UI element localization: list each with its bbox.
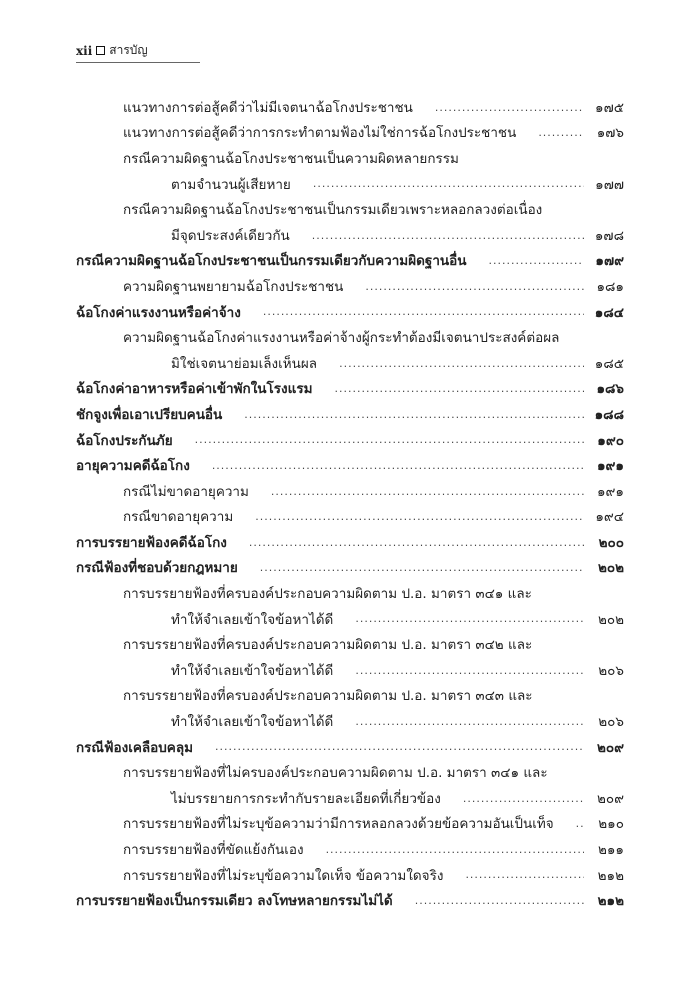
toc-entry-title: มิใช่เจตนาย่อมเล็งเห็นผล	[171, 355, 318, 372]
toc-entry[interactable]	[76, 631, 624, 657]
dot-leader	[355, 612, 584, 631]
toc-entry[interactable]	[76, 759, 624, 785]
header-title: สารบัญ	[109, 43, 148, 57]
dot-leader	[355, 664, 584, 683]
toc-entry[interactable]	[76, 222, 624, 248]
dot-leader	[463, 792, 584, 811]
toc-entry-title: ความผิดฐานฉ้อโกงค่าแรงงานหรือค่าจ้างผู้กระทำต้องมีเจตนาประสงค์ต่อผล	[123, 330, 560, 347]
toc-page-number: ๑๗๘	[594, 227, 624, 244]
toc-entry[interactable]	[76, 196, 624, 222]
toc-page-number: ๒๐๐	[598, 534, 624, 551]
toc-heading[interactable]	[76, 529, 624, 555]
toc-entry-title: ฉ้อโกงค่าแรงงานหรือค่าจ้าง	[76, 304, 241, 321]
toc-entry-title: ทำให้จำเลยเข้าใจข้อหาได้ดี	[171, 611, 334, 628]
toc-heading[interactable]	[76, 452, 624, 478]
toc-entry[interactable]	[76, 811, 624, 837]
toc-entry[interactable]	[76, 580, 624, 606]
toc-page-number: ๒๑๒	[597, 867, 624, 884]
toc-page-number: ๑๘๔	[594, 304, 624, 321]
toc-heading[interactable]	[76, 734, 624, 760]
toc-page-number: ๑๙๑	[596, 483, 624, 500]
toc-page-number: ๒๐๖	[598, 662, 624, 679]
page-number: xii	[76, 43, 93, 58]
dot-leader	[212, 459, 584, 478]
dot-leader	[249, 536, 584, 555]
toc-entry[interactable]	[76, 862, 624, 888]
dot-leader	[263, 305, 584, 324]
toc-entry-title: การบรรยายฟ้องที่ไม่ระบุข้อความว่ามีการหลอกลวงด้วยข้อความอันเป็นเท็จ	[123, 816, 554, 833]
toc-page-number: ๑๗๕	[595, 99, 624, 116]
dot-leader	[355, 715, 584, 734]
toc-page-number: ๒๑๒	[597, 893, 624, 910]
toc-entry[interactable]	[76, 785, 624, 811]
dot-leader	[465, 868, 584, 887]
header-rule	[76, 62, 200, 63]
toc-entry[interactable]	[76, 350, 624, 376]
toc-page-number: ๑๙๔	[595, 509, 624, 526]
toc-entry-title: การบรรยายฟ้องที่ไม่ครบองค์ประกอบความผิดตาม ป.อ. มาตรา ๓๔๑ และ	[123, 765, 548, 782]
toc-entry[interactable]	[76, 836, 624, 862]
toc-entry[interactable]	[76, 683, 624, 709]
dot-leader	[435, 101, 584, 120]
toc-page-number: ๑๗๖	[596, 125, 624, 142]
toc-entry[interactable]	[76, 94, 624, 120]
dot-leader	[538, 126, 584, 145]
toc-entry-title: แนวทางการต่อสู้คดีว่าการกระทำตามฟ้องไม่ใช่การฉ้อโกงประชาชน	[123, 125, 517, 142]
toc-entry-title: ฉ้อโกงค่าอาหารหรือค่าเข้าพักในโรงแรม	[76, 381, 313, 398]
toc-entry[interactable]	[76, 504, 624, 530]
toc-entry[interactable]	[76, 145, 624, 171]
dot-leader	[255, 510, 584, 529]
toc-page-number: ๑๘๖	[596, 381, 624, 398]
dot-leader	[313, 177, 584, 196]
toc-heading[interactable]	[76, 248, 624, 274]
toc-heading[interactable]	[76, 427, 624, 453]
toc-entry-title: ตามจำนวนผู้เสียหาย	[171, 176, 291, 193]
toc-heading[interactable]	[76, 555, 624, 581]
toc-page-number: ๒๐๒	[597, 611, 624, 628]
dot-leader	[365, 280, 584, 299]
dot-leader	[334, 382, 584, 401]
toc-page-number: ๒๑๐	[598, 816, 624, 833]
toc-entry-title: ทำให้จำเลยเข้าใจข้อหาได้ดี	[171, 662, 334, 679]
toc-entry-title: กรณีฟ้องที่ชอบด้วยกฎหมาย	[76, 560, 238, 577]
toc-entry-title: ความผิดฐานพยายามฉ้อโกงประชาชน	[123, 278, 344, 295]
dot-leader	[195, 433, 584, 452]
toc-entry-title: มีจุดประสงค์เดียวกัน	[171, 227, 290, 244]
toc-entry-title: กรณีความผิดฐานฉ้อโกงประชาชนเป็นความผิดหลายกรรม	[123, 150, 459, 167]
toc-heading[interactable]	[76, 887, 624, 913]
toc-entry-title: ทำให้จำเลยเข้าใจข้อหาได้ดี	[171, 714, 334, 731]
toc-entry[interactable]	[76, 708, 624, 734]
toc-entry-title: การบรรยายฟ้องที่ครบองค์ประกอบความผิดตาม ป.อ. มาตรา ๓๔๓ และ	[123, 688, 533, 705]
toc-entry[interactable]	[76, 657, 624, 683]
toc-heading[interactable]	[76, 376, 624, 402]
toc-entry-title: การบรรยายฟ้องที่ครบองค์ประกอบความผิดตาม ป.อ. มาตรา ๓๔๒ และ	[123, 637, 533, 654]
toc-entry-title: การบรรยายฟ้องที่ขัดแย้งกันเอง	[123, 842, 304, 859]
toc-entry-title: อายุความคดีฉ้อโกง	[76, 458, 190, 475]
toc-entry-title: กรณีไม่ขาดอายุความ	[123, 483, 249, 500]
dot-leader	[339, 357, 584, 376]
toc-entry-title: กรณีความผิดฐานฉ้อโกงประชาชนเป็นกรรมเดียวเพราะหลอกลวงต่อเนื่อง	[123, 202, 543, 219]
dot-leader	[576, 817, 584, 836]
toc-entry-title: การบรรยายฟ้องเป็นกรรมเดียว ลงโทษหลายกรรมไม่ได้	[76, 893, 393, 910]
toc-entry[interactable]	[76, 171, 624, 197]
toc-entry-title: ฉ้อโกงประกันภัย	[76, 432, 173, 449]
dot-leader	[271, 485, 584, 504]
toc-page-number: ๒๑๑	[597, 842, 624, 859]
toc-heading[interactable]	[76, 401, 624, 427]
toc-entry[interactable]	[76, 273, 624, 299]
square-bullet-icon	[96, 46, 105, 55]
toc-heading[interactable]	[76, 299, 624, 325]
toc-page-number: ๒๐๒	[597, 560, 624, 577]
toc-entry-title: กรณีฟ้องเคลือบคลุม	[76, 739, 194, 756]
toc-entry-title: แนวทางการต่อสู้คดีว่าไม่มีเจตนาฉ้อโกงประชาชน	[123, 99, 413, 116]
dot-leader	[312, 229, 584, 248]
toc-page-number: ๑๗๗	[595, 176, 624, 193]
dot-leader	[488, 254, 584, 273]
toc-page-number: ๒๐๖	[598, 714, 624, 731]
toc-page-number: ๒๐๙	[596, 739, 624, 756]
toc-entry[interactable]	[76, 606, 624, 632]
toc-entry-title: ไม่บรรยายการกระทำกับรายละเอียดที่เกี่ยวข้อง	[171, 790, 441, 807]
toc-page-number: ๑๙๑	[596, 458, 624, 475]
running-header	[76, 41, 148, 60]
toc-entry[interactable]	[76, 120, 624, 146]
dot-leader	[244, 408, 584, 427]
table-of-contents	[76, 94, 624, 913]
dot-leader	[326, 843, 584, 862]
toc-entry-title: ชักจูงเพื่อเอาเปรียบคนอื่น	[76, 406, 223, 423]
toc-page-number: ๑๘๘	[594, 406, 624, 423]
toc-entry-title: กรณีขาดอายุความ	[123, 509, 234, 526]
dot-leader	[260, 561, 584, 580]
toc-page-number: ๑๗๙	[595, 253, 624, 270]
toc-entry-title: การบรรยายฟ้องคดีฉ้อโกง	[76, 534, 227, 551]
toc-entry[interactable]	[76, 324, 624, 350]
toc-page-number: ๑๘๑	[596, 278, 624, 295]
toc-page-number: ๒๐๙	[596, 790, 624, 807]
toc-entry-title: การบรรยายฟ้องที่ครบองค์ประกอบความผิดตาม ป.อ. มาตรา ๓๔๑ และ	[123, 586, 532, 603]
dot-leader	[215, 740, 584, 759]
toc-entry[interactable]	[76, 478, 624, 504]
toc-entry-title: การบรรยายฟ้องที่ไม่ระบุข้อความใดเท็จ ข้อความใดจริง	[123, 867, 444, 884]
toc-entry-title: กรณีความผิดฐานฉ้อโกงประชาชนเป็นกรรมเดียวกับความผิดฐานอื่น	[76, 253, 467, 270]
dot-leader	[415, 894, 584, 913]
toc-page-number: ๑๘๕	[594, 355, 624, 372]
toc-page-number: ๑๙๐	[597, 432, 624, 449]
